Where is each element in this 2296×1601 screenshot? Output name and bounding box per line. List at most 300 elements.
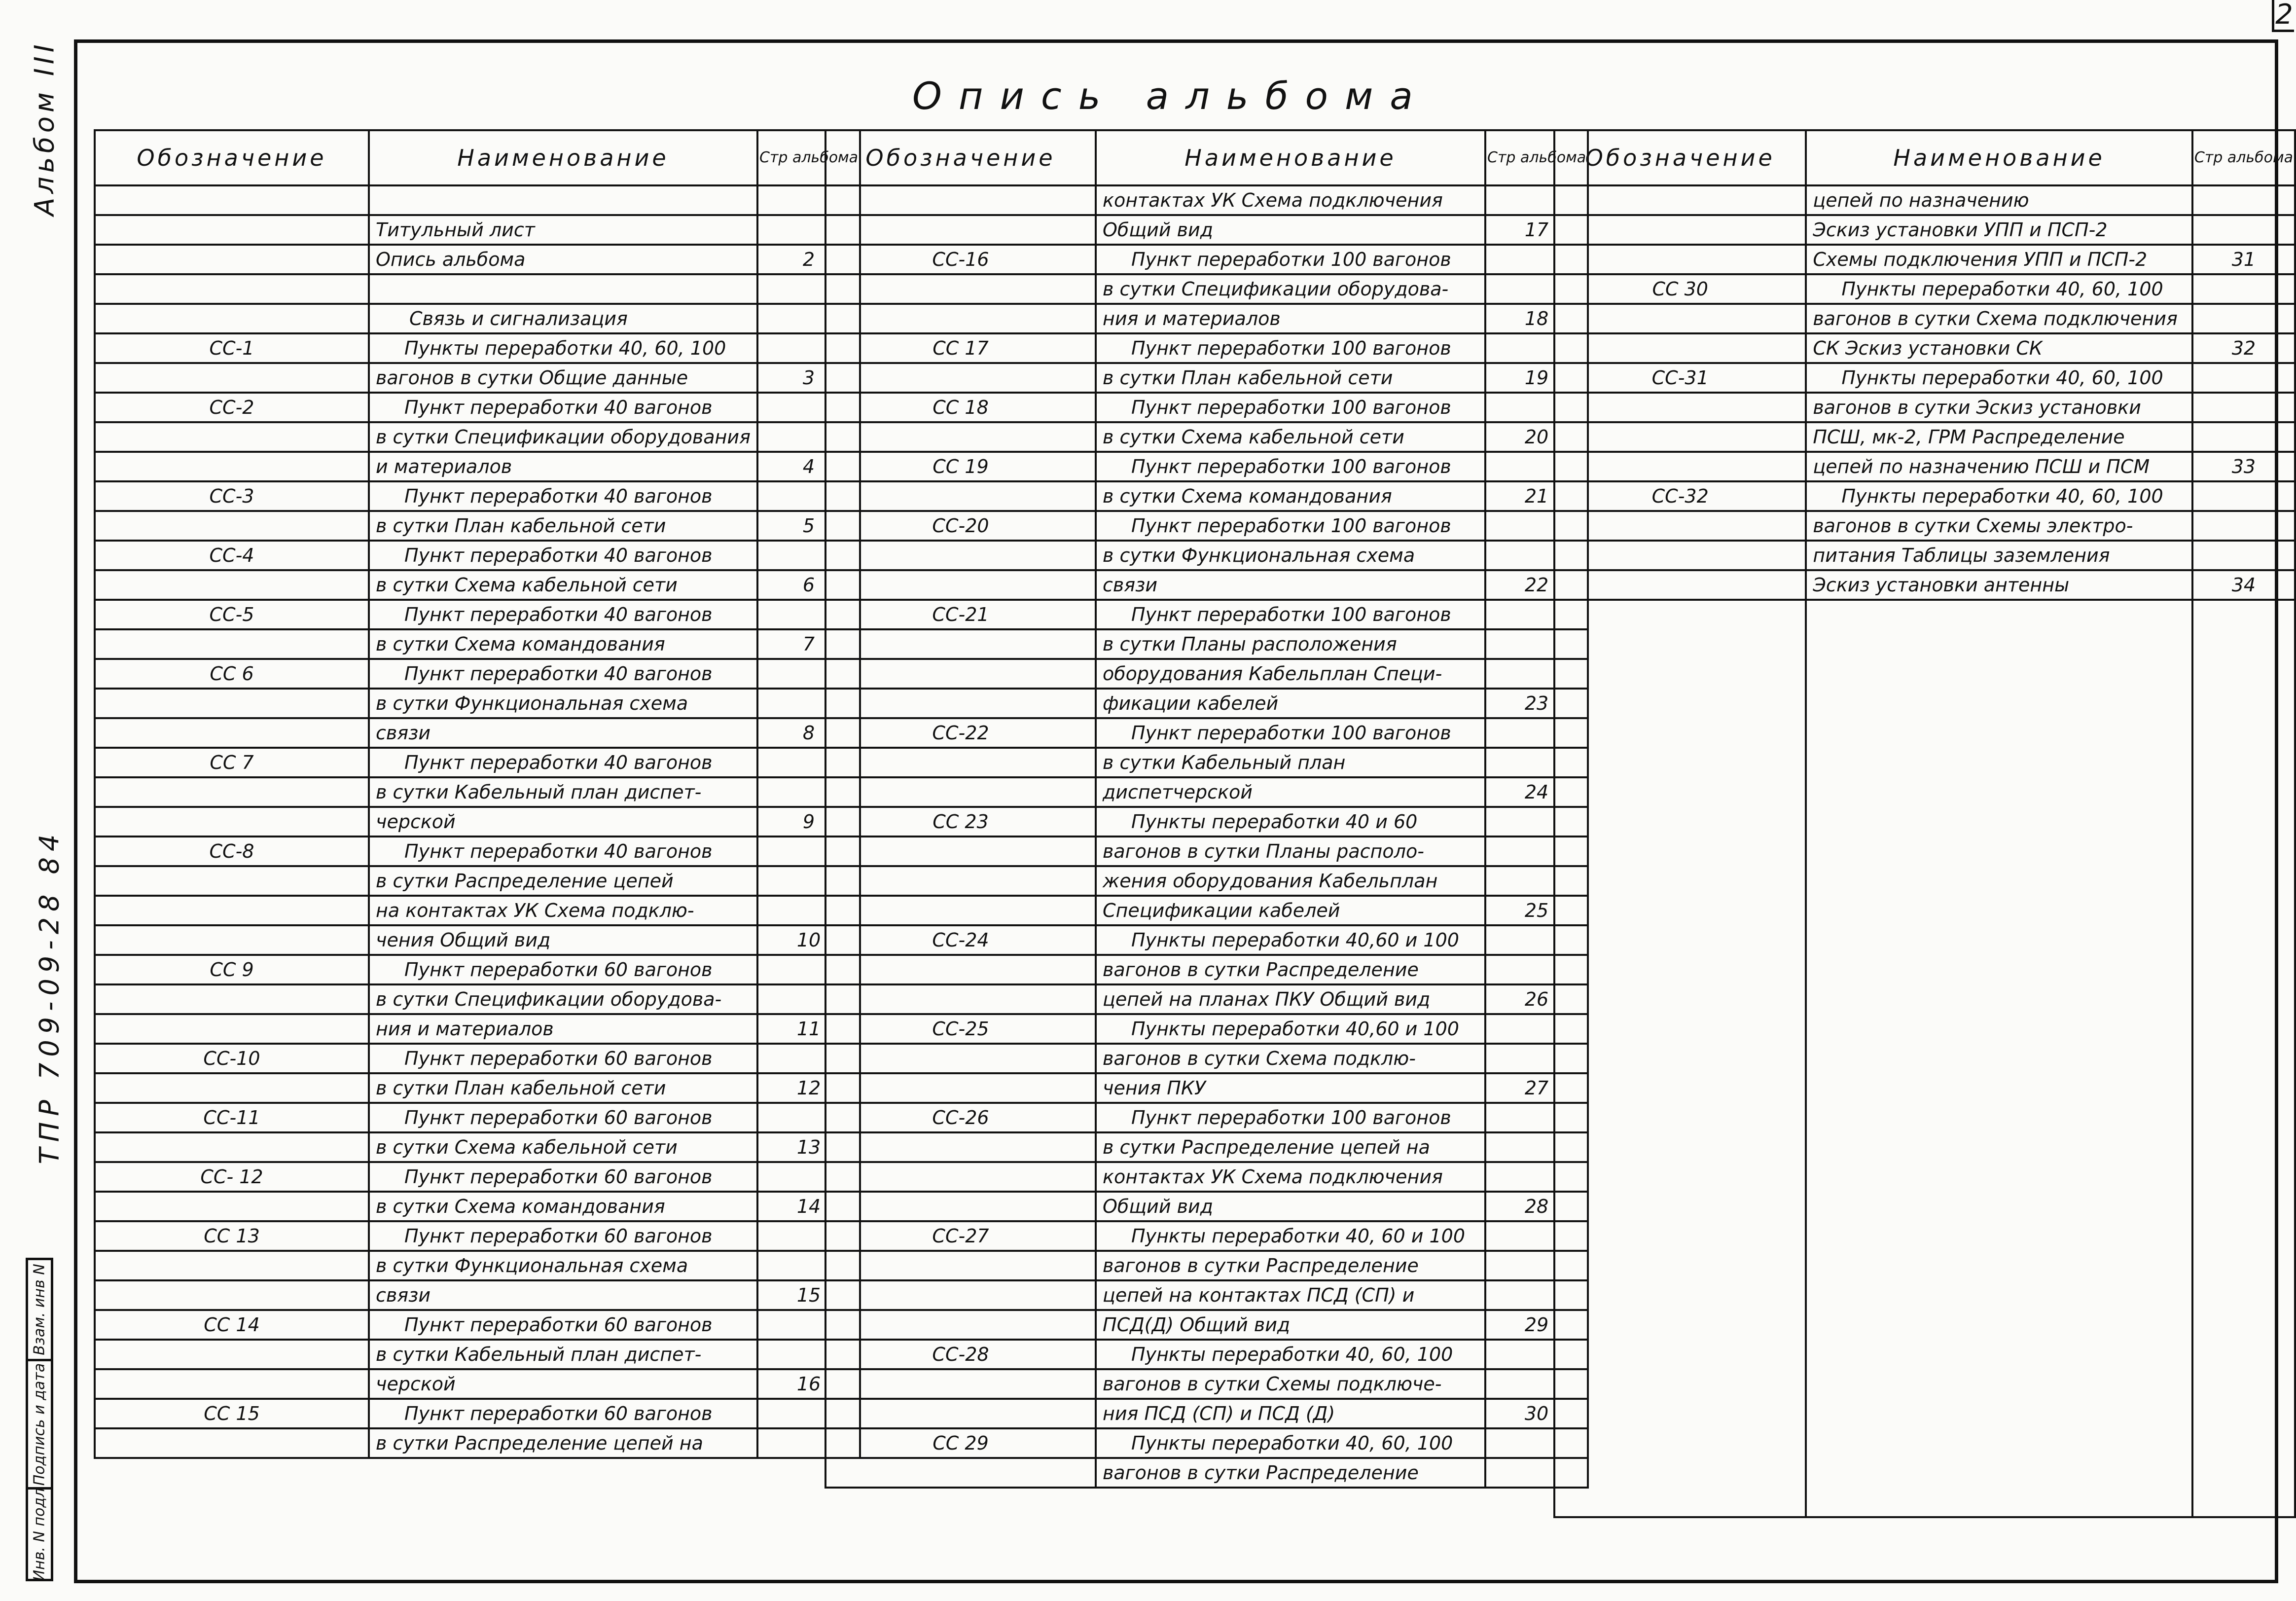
empty-cell — [1554, 600, 1806, 1517]
empty-cell — [1806, 600, 2192, 1517]
table-row — [95, 896, 860, 925]
table-row — [95, 1369, 860, 1399]
table-row — [95, 363, 860, 393]
cell-name: Пункт переработки 100 вагонов — [1096, 718, 1485, 748]
cell-name: в сутки Распределение цепей на — [369, 1428, 757, 1458]
cell-code — [95, 245, 369, 274]
table-row — [825, 1014, 1588, 1044]
cell-name: в сутки Планы расположения — [1096, 629, 1485, 659]
cell-name: в сутки Спецификации оборудования — [369, 422, 757, 452]
cell-page: 4 — [757, 452, 860, 481]
cell-name: Титульный лист — [369, 215, 757, 245]
table-row — [825, 1458, 1588, 1488]
table-row — [1554, 215, 2295, 245]
cell-name: вагонов в сутки Схемы электро- — [1806, 511, 2192, 541]
cell-name: в сутки Спецификации оборудова- — [369, 984, 757, 1014]
stamp-label: Инв. N подл — [31, 1488, 48, 1581]
table-row — [95, 1103, 860, 1132]
cell-name: контактах УК Схема подключения — [1096, 1162, 1485, 1192]
cell-code — [1554, 215, 1806, 245]
cell-code: СС-21 — [825, 600, 1096, 629]
cell-code — [825, 570, 1096, 600]
table-row — [825, 659, 1588, 689]
cell-name: в сутки Кабельный план — [1096, 748, 1485, 777]
cell-code — [95, 866, 369, 896]
cell-page — [2192, 422, 2295, 452]
table-row — [95, 452, 860, 481]
header-code: Обозначение — [825, 130, 1096, 185]
table-row — [1554, 511, 2295, 541]
cell-code: СС 30 — [1554, 274, 1806, 304]
cell-code — [95, 1369, 369, 1399]
cell-name: Схемы подключения УПП и ПСП-2 — [1806, 245, 2192, 274]
table-row — [1554, 333, 2295, 363]
table-row — [95, 185, 860, 215]
cell-name: вагонов в сутки Общие данные — [369, 363, 757, 393]
cell-name: вагонов в сутки Схема подключения — [1806, 304, 2192, 333]
cell-page: 12 — [757, 1073, 860, 1103]
table-row — [95, 1428, 860, 1458]
register-table-1 — [94, 129, 861, 1459]
page-title: Опись альбома — [912, 74, 1430, 118]
stamp-label: Взам. инв N — [31, 1264, 48, 1355]
table-row — [95, 1221, 860, 1251]
table-row — [95, 807, 860, 837]
cell-code — [95, 1280, 369, 1310]
cell-name: Пункты переработки 40, 60, 100 — [1806, 363, 2192, 393]
table-row — [95, 1280, 860, 1310]
table-row — [825, 422, 1588, 452]
table-row — [1554, 304, 2295, 333]
cell-code — [95, 807, 369, 837]
cell-name: Пункты переработки 40,60 и 100 — [1096, 1014, 1485, 1044]
cell-code: СС 15 — [95, 1399, 369, 1428]
cell-name: цепей по назначению ПСШ и ПСМ — [1806, 452, 2192, 481]
cell-name: и материалов — [369, 452, 757, 481]
cell-code — [1554, 245, 1806, 274]
table-row — [95, 659, 860, 689]
table-row — [825, 1192, 1588, 1221]
cell-name: Пункт переработки 60 вагонов — [369, 1399, 757, 1428]
cell-name: Пункты переработки 40,60 и 100 — [1096, 925, 1485, 955]
cell-name: Пункт переработки 40 вагонов — [369, 659, 757, 689]
cell-code — [825, 629, 1096, 659]
stamp-cell-signature — [28, 1359, 51, 1487]
table-row — [95, 866, 860, 896]
table-row — [95, 1073, 860, 1103]
cell-code — [95, 1073, 369, 1103]
empty-cell — [2192, 600, 2295, 1517]
table-row — [825, 984, 1588, 1014]
table-row — [825, 570, 1588, 600]
cell-name: Пункт переработки 40 вагонов — [369, 600, 757, 629]
table-row — [95, 393, 860, 422]
table-row — [825, 452, 1588, 481]
cell-code — [95, 274, 369, 304]
cell-name: Пункты переработки 40, 60, 100 — [1096, 1340, 1485, 1369]
cell-code: СС-10 — [95, 1044, 369, 1073]
table-row — [825, 1103, 1588, 1132]
cell-page: 31 — [2192, 245, 2295, 274]
cell-name: Пункт переработки 60 вагонов — [369, 1162, 757, 1192]
table-row — [825, 1280, 1588, 1310]
cell-page: 30 — [1485, 1399, 1588, 1428]
table-row — [825, 718, 1588, 748]
cell-code — [825, 1310, 1096, 1340]
cell-code — [825, 984, 1096, 1014]
table-row — [1554, 185, 2295, 215]
table-row — [825, 1340, 1588, 1369]
side-document-code: ТПР 709-09-28 84 — [34, 828, 65, 1164]
cell-name: контактах УК Схема подключения — [1096, 185, 1485, 215]
table-row — [825, 807, 1588, 837]
cell-name: Пункты переработки 40, 60, 100 — [1096, 1428, 1485, 1458]
cell-code — [95, 984, 369, 1014]
cell-name: ПСШ, мк-2, ГРМ Распределение — [1806, 422, 2192, 452]
cell-code — [95, 422, 369, 452]
table-row — [825, 541, 1588, 570]
cell-page: 27 — [1485, 1073, 1588, 1103]
cell-name: вагонов в сутки Распределение — [1096, 955, 1485, 984]
table-row — [825, 925, 1588, 955]
cell-name: цепей на контактах ПСД (СП) и — [1096, 1280, 1485, 1310]
cell-page: 13 — [757, 1132, 860, 1162]
cell-code — [825, 1369, 1096, 1399]
table-row — [95, 245, 860, 274]
cell-code: СС-27 — [825, 1221, 1096, 1251]
cell-code — [825, 422, 1096, 452]
cell-name: Пункт переработки 100 вагонов — [1096, 452, 1485, 481]
table-row — [95, 1192, 860, 1221]
cell-page — [2192, 511, 2295, 541]
table-row — [95, 481, 860, 511]
cell-name: Пункт переработки 60 вагонов — [369, 1103, 757, 1132]
table-row — [825, 185, 1588, 215]
table-row — [825, 896, 1588, 925]
cell-name — [369, 185, 757, 215]
table-row — [825, 215, 1588, 245]
header-name: Наименование — [1096, 130, 1485, 185]
cell-code — [825, 274, 1096, 304]
cell-name: Общий вид — [1096, 215, 1485, 245]
cell-code — [825, 748, 1096, 777]
stamp-strip — [26, 1258, 53, 1581]
table-row — [1554, 393, 2295, 422]
cell-name: Пункты переработки 40 и 60 — [1096, 807, 1485, 837]
cell-name: в сутки Схема командования — [1096, 481, 1485, 511]
cell-page: 15 — [757, 1280, 860, 1310]
cell-name: Пункт переработки 100 вагонов — [1096, 245, 1485, 274]
table-row — [95, 274, 860, 304]
cell-code — [825, 837, 1096, 866]
table-row — [825, 1251, 1588, 1280]
cell-name: Пункты переработки 40, 60 и 100 — [1096, 1221, 1485, 1251]
cell-code: СС 9 — [95, 955, 369, 984]
table-header-row — [825, 130, 1588, 185]
header-code: Обозначение — [95, 130, 369, 185]
table-row — [825, 1310, 1588, 1340]
cell-name: на контактах УК Схема подклю- — [369, 896, 757, 925]
table-row — [825, 1369, 1588, 1399]
cell-name: вагонов в сутки Эскиз установки — [1806, 393, 2192, 422]
cell-page: 20 — [1485, 422, 1588, 452]
cell-code — [1554, 422, 1806, 452]
table-row — [95, 837, 860, 866]
cell-name: Пункты переработки 40, 60, 100 — [1806, 274, 2192, 304]
cell-code: СС-5 — [95, 600, 369, 629]
cell-name: ния ПСД (СП) и ПСД (Д) — [1096, 1399, 1485, 1428]
cell-name: Пункт переработки 60 вагонов — [369, 1044, 757, 1073]
cell-name: связи — [1096, 570, 1485, 600]
table-row — [825, 837, 1588, 866]
cell-page: 10 — [757, 925, 860, 955]
cell-page: 14 — [757, 1192, 860, 1221]
cell-name: вагонов в сутки Планы располо- — [1096, 837, 1485, 866]
table-row — [95, 748, 860, 777]
cell-name: Пункт переработки 40 вагонов — [369, 748, 757, 777]
header-page: Стр альбома — [757, 130, 860, 185]
cell-name: в сутки План кабельной сети — [1096, 363, 1485, 393]
cell-name: ПСД(Д) Общий вид — [1096, 1310, 1485, 1340]
cell-name: Пункты переработки 40, 60, 100 — [1806, 481, 2192, 511]
cell-code — [1554, 333, 1806, 363]
cell-page: 29 — [1485, 1310, 1588, 1340]
table-row — [825, 511, 1588, 541]
register-table-3 — [1553, 129, 2296, 1518]
table-row — [95, 984, 860, 1014]
cell-name: фикации кабелей — [1096, 689, 1485, 718]
cell-code — [95, 1192, 369, 1221]
cell-code — [1554, 511, 1806, 541]
table-row — [825, 689, 1588, 718]
cell-code — [95, 570, 369, 600]
stamp-cell-inventory — [28, 1487, 51, 1579]
header-name: Наименование — [369, 130, 757, 185]
cell-code — [1554, 452, 1806, 481]
cell-code: СС-11 — [95, 1103, 369, 1132]
table-row — [825, 245, 1588, 274]
cell-name: чения ПКУ — [1096, 1073, 1485, 1103]
cell-name: Пункт переработки 60 вагонов — [369, 1310, 757, 1340]
table-row — [95, 422, 860, 452]
table-row — [95, 718, 860, 748]
cell-code: СС-8 — [95, 837, 369, 866]
cell-page: 9 — [757, 807, 860, 837]
cell-page — [2192, 274, 2295, 304]
cell-code — [825, 185, 1096, 215]
cell-code: СС-1 — [95, 333, 369, 363]
table-row — [825, 629, 1588, 659]
cell-page: 3 — [757, 363, 860, 393]
cell-name: Общий вид — [1096, 1192, 1485, 1221]
cell-code — [95, 1132, 369, 1162]
cell-code — [825, 1073, 1096, 1103]
cell-code — [1554, 185, 1806, 215]
cell-name: Пункт переработки 100 вагонов — [1096, 600, 1485, 629]
table-row — [95, 1132, 860, 1162]
cell-page: 7 — [757, 629, 860, 659]
cell-code: СС-22 — [825, 718, 1096, 748]
cell-name: в сутки Схема командования — [369, 629, 757, 659]
table-row — [1554, 274, 2295, 304]
cell-name: жения оборудования Кабельплан — [1096, 866, 1485, 896]
cell-code: СС-24 — [825, 925, 1096, 955]
cell-name: оборудования Кабельплан Специ- — [1096, 659, 1485, 689]
cell-code — [95, 1340, 369, 1369]
cell-name: Опись альбома — [369, 245, 757, 274]
table-row — [1554, 245, 2295, 274]
table-row — [825, 1399, 1588, 1428]
cell-code: СС-3 — [95, 481, 369, 511]
cell-page: 5 — [757, 511, 860, 541]
cell-page — [2192, 393, 2295, 422]
cell-name: связи — [369, 718, 757, 748]
cell-code — [95, 1251, 369, 1280]
cell-code: СС 23 — [825, 807, 1096, 837]
table-row — [95, 1399, 860, 1428]
table-row — [95, 1014, 860, 1044]
cell-code — [95, 718, 369, 748]
cell-code: СС-28 — [825, 1340, 1096, 1369]
cell-page: 32 — [2192, 333, 2295, 363]
cell-code: СС-16 — [825, 245, 1096, 274]
cell-page: 19 — [1485, 363, 1588, 393]
cell-code: СС 14 — [95, 1310, 369, 1340]
cell-name — [369, 274, 757, 304]
cell-code — [1554, 304, 1806, 333]
table-row — [95, 689, 860, 718]
cell-code — [825, 1162, 1096, 1192]
cell-code: СС- 12 — [95, 1162, 369, 1192]
cell-name: в сутки Кабельный план диспет- — [369, 1340, 757, 1369]
cell-name: Пункты переработки 40, 60, 100 — [369, 333, 757, 363]
cell-code — [95, 363, 369, 393]
cell-page: 6 — [757, 570, 860, 600]
cell-code — [825, 689, 1096, 718]
cell-code — [95, 1014, 369, 1044]
cell-page: 24 — [1485, 777, 1588, 807]
cell-code: СС 29 — [825, 1428, 1096, 1458]
cell-page — [2192, 185, 2295, 215]
table-header-row — [1554, 130, 2295, 185]
cell-name: в сутки Схема командования — [369, 1192, 757, 1221]
cell-name: Пункт переработки 60 вагонов — [369, 1221, 757, 1251]
table-row — [95, 629, 860, 659]
table-row — [825, 1044, 1588, 1073]
side-album-label: Альбом III — [29, 40, 60, 216]
cell-page: 25 — [1485, 896, 1588, 925]
cell-code: СС-32 — [1554, 481, 1806, 511]
cell-name: Пункт переработки 100 вагонов — [1096, 1103, 1485, 1132]
table-row — [825, 1428, 1588, 1458]
cell-page — [2192, 215, 2295, 245]
table-row — [95, 1162, 860, 1192]
table-row — [95, 541, 860, 570]
cell-name: в сутки Функциональная схема — [369, 1251, 757, 1280]
cell-code — [95, 511, 369, 541]
cell-code — [825, 1044, 1096, 1073]
stamp-cell-replaced — [28, 1260, 51, 1359]
cell-name: в сутки План кабельной сети — [369, 511, 757, 541]
table-row — [1554, 422, 2295, 452]
cell-name: вагонов в сутки Распределение — [1096, 1458, 1485, 1488]
cell-name: цепей по назначению — [1806, 185, 2192, 215]
cell-code — [95, 689, 369, 718]
cell-name: вагонов в сутки Распределение — [1096, 1251, 1485, 1280]
table-body — [95, 185, 860, 1458]
table-row — [95, 333, 860, 363]
cell-code: СС 18 — [825, 393, 1096, 422]
cell-code — [95, 185, 369, 215]
table-body — [1554, 185, 2295, 1517]
cell-page: 2 — [757, 245, 860, 274]
table-row — [95, 955, 860, 984]
table-row — [825, 393, 1588, 422]
cell-page: 17 — [1485, 215, 1588, 245]
cell-code — [95, 896, 369, 925]
stamp-label: Подпись и дата — [31, 1363, 48, 1486]
table-row — [1554, 452, 2295, 481]
table-row — [825, 274, 1588, 304]
cell-code: СС-2 — [95, 393, 369, 422]
cell-name: цепей на планах ПКУ Общий вид — [1096, 984, 1485, 1014]
cell-name: Пункт переработки 40 вагонов — [369, 393, 757, 422]
cell-code — [95, 925, 369, 955]
cell-name: Спецификации кабелей — [1096, 896, 1485, 925]
table-row — [95, 1044, 860, 1073]
table-header-row — [95, 130, 860, 185]
cell-code — [825, 215, 1096, 245]
cell-code — [825, 541, 1096, 570]
cell-page: 34 — [2192, 570, 2295, 600]
cell-page: 28 — [1485, 1192, 1588, 1221]
table-row — [95, 1310, 860, 1340]
table-row — [825, 748, 1588, 777]
cell-code — [825, 659, 1096, 689]
cell-code — [1554, 570, 1806, 600]
cell-code — [825, 955, 1096, 984]
table-row — [825, 1221, 1588, 1251]
table-row — [1554, 481, 2295, 511]
cell-name: в сутки Кабельный план диспет- — [369, 777, 757, 807]
register-table-2 — [825, 129, 1589, 1489]
table-row — [1554, 570, 2295, 600]
cell-code: СС-31 — [1554, 363, 1806, 393]
cell-code: СС 17 — [825, 333, 1096, 363]
cell-code — [825, 896, 1096, 925]
cell-code — [95, 777, 369, 807]
cell-name: вагонов в сутки Схема подклю- — [1096, 1044, 1485, 1073]
cell-code — [825, 304, 1096, 333]
cell-name: чения Общий вид — [369, 925, 757, 955]
header-name: Наименование — [1806, 130, 2192, 185]
cell-name: СК Эскиз установки СК — [1806, 333, 2192, 363]
header-page: Стр альбома — [2192, 130, 2295, 185]
cell-code — [1554, 393, 1806, 422]
cell-code — [825, 866, 1096, 896]
cell-code — [825, 481, 1096, 511]
table-row — [825, 866, 1588, 896]
table-body — [825, 185, 1588, 1488]
cell-code: СС 6 — [95, 659, 369, 689]
table-row — [1554, 541, 2295, 570]
sheet-number: 2 — [2272, 0, 2294, 32]
cell-name: Эскиз установки антенны — [1806, 570, 2192, 600]
table-row — [95, 1340, 860, 1369]
cell-name: Пункт переработки 100 вагонов — [1096, 393, 1485, 422]
cell-code — [95, 452, 369, 481]
cell-name: в сутки Распределение цепей на — [1096, 1132, 1485, 1162]
